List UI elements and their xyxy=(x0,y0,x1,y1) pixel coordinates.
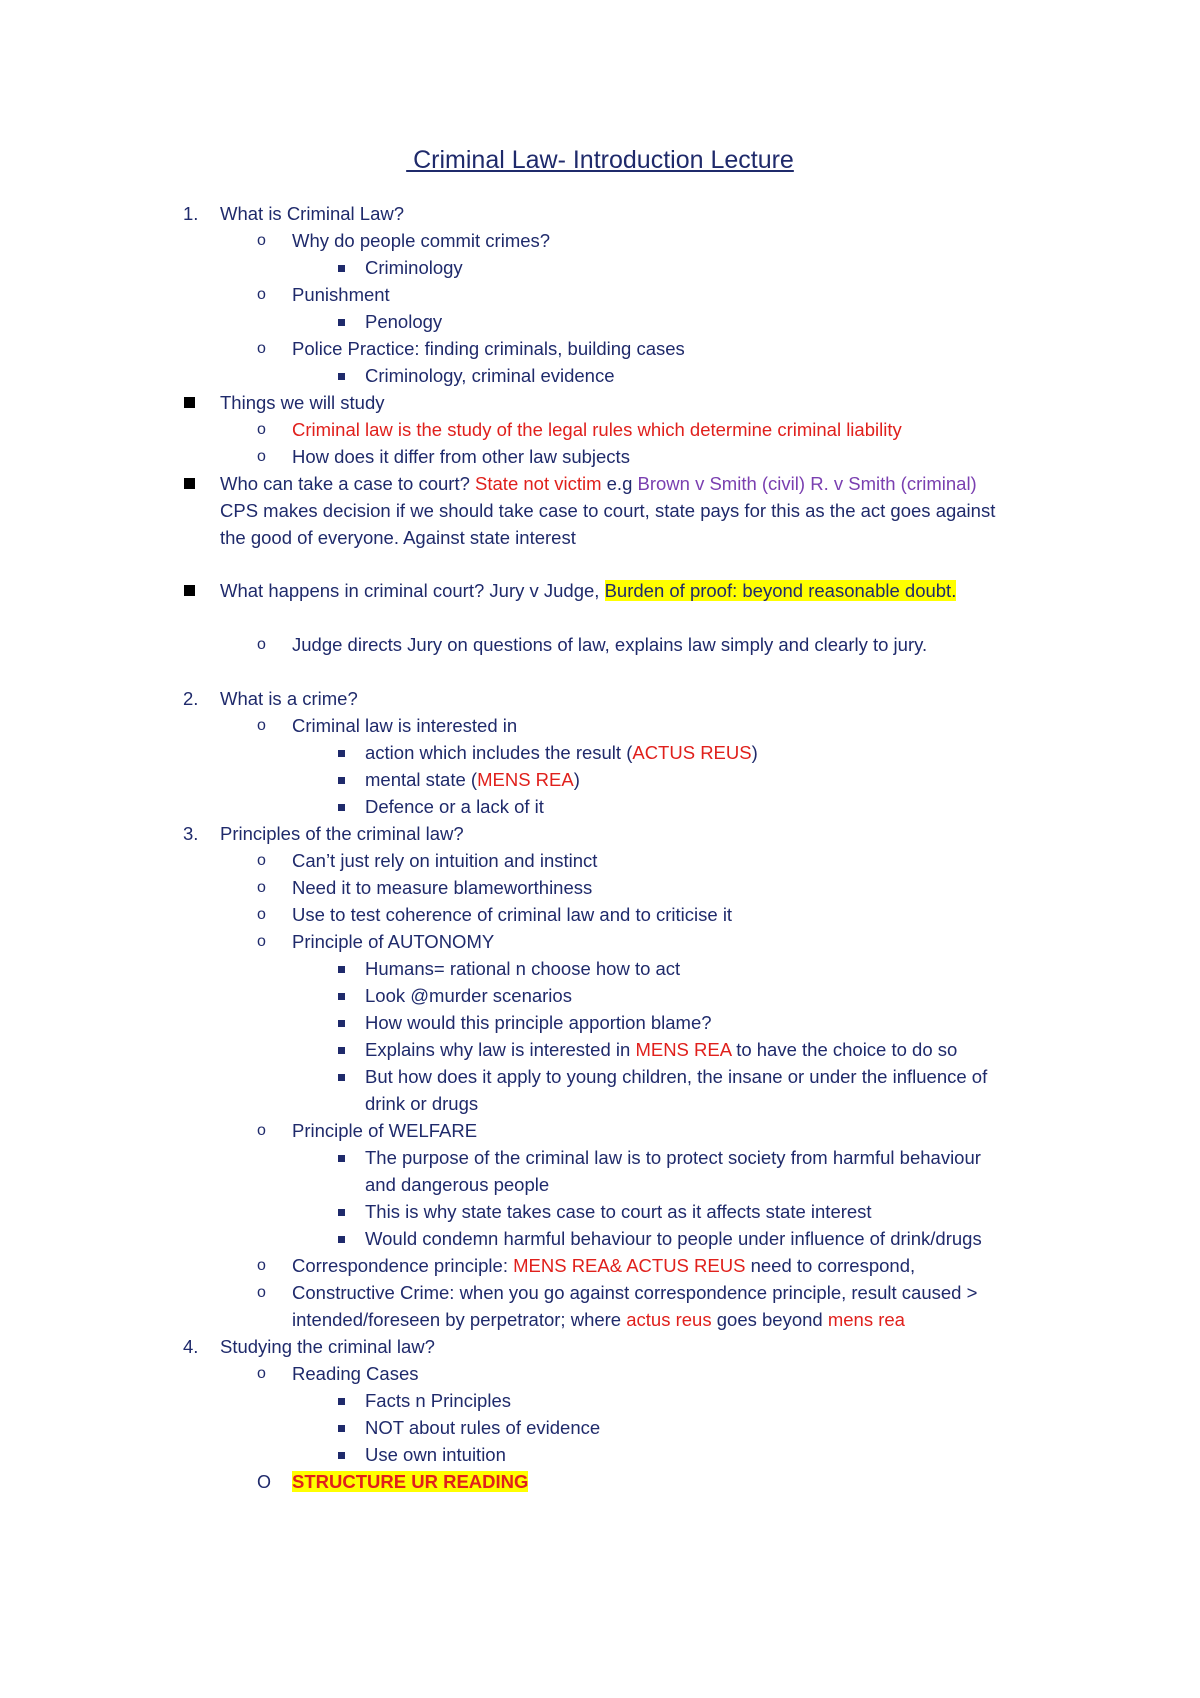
text-run: But how does it apply to young children, the insane or under the influence of xyxy=(365,1066,988,1087)
text-run: Would condemn harmful behaviour to people under influence of drink/drugs xyxy=(365,1228,982,1249)
note-line xyxy=(365,767,580,793)
note-line xyxy=(365,1226,982,1252)
text-run: NOT about rules of evidence xyxy=(365,1417,601,1438)
circle-bullet-icon: o xyxy=(257,1284,266,1301)
text-run: Constructive Crime: when you go against correspondence principle, result caused > xyxy=(292,1282,978,1303)
square-bullet-icon xyxy=(338,265,345,272)
text-run: Criminology, criminal evidence xyxy=(365,365,615,386)
note-line xyxy=(292,1307,905,1333)
circle-bullet-icon: o xyxy=(257,906,266,923)
circle-bullet-icon: o xyxy=(257,421,266,438)
text-run: How does it differ from other law subjects xyxy=(292,446,630,467)
note-line xyxy=(292,1361,419,1387)
text-run: Humans= rational n choose how to act xyxy=(365,958,681,979)
black-square-bullet-icon xyxy=(184,585,195,596)
text-run: Principle of AUTONOMY xyxy=(292,931,495,952)
text-run: Defence or a lack of it xyxy=(365,796,544,817)
square-bullet-icon xyxy=(338,1236,345,1243)
text-run: Criminology xyxy=(365,257,463,278)
text-run: mental state ( xyxy=(365,769,478,790)
note-line xyxy=(220,578,956,604)
note-line xyxy=(220,686,358,712)
circle-bullet-icon: o xyxy=(257,232,266,249)
note-line xyxy=(292,1118,477,1144)
square-bullet-icon xyxy=(338,1020,345,1027)
note-line xyxy=(365,309,442,335)
note-line xyxy=(365,1442,506,1468)
note-line xyxy=(365,1172,549,1198)
text-run: Can’t just rely on intuition and instinct xyxy=(292,850,598,871)
note-line xyxy=(220,471,977,497)
note-line xyxy=(220,525,576,551)
text-run: actus reus xyxy=(626,1309,717,1330)
text-run: Use to test coherence of criminal law and to criticise it xyxy=(292,904,733,925)
circle-bullet-icon: o xyxy=(257,1257,266,1274)
square-bullet-icon xyxy=(338,319,345,326)
text-run: Brown v Smith (civil) xyxy=(637,473,811,494)
note-line xyxy=(365,1199,872,1225)
note-line xyxy=(365,1388,511,1414)
circle-bullet-icon: o xyxy=(257,636,266,653)
note-line xyxy=(365,1037,957,1063)
text-run: CPS makes decision if we should take case to court, state pays for this as the act goes against xyxy=(220,500,996,521)
text-run: Criminal law is interested in xyxy=(292,715,518,736)
text-run: need to correspond, xyxy=(750,1255,916,1276)
square-bullet-icon xyxy=(338,993,345,1000)
circle-bullet-icon: o xyxy=(257,717,266,734)
circle-bullet-icon: o xyxy=(257,1365,266,1382)
text-run: What happens in criminal court? Jury v Judge, xyxy=(220,580,605,601)
page-title: Criminal Law- Introduction Lecture xyxy=(406,146,794,174)
circle-bullet-icon: O xyxy=(257,1472,272,1492)
text-run: Principle of WELFARE xyxy=(292,1120,478,1141)
note-line xyxy=(220,498,995,524)
note-line xyxy=(365,1010,712,1036)
text-run: and dangerous people xyxy=(365,1174,550,1195)
circle-bullet-icon: o xyxy=(257,340,266,357)
text-run: goes beyond xyxy=(716,1309,828,1330)
note-line xyxy=(220,821,464,847)
square-bullet-icon xyxy=(338,1074,345,1081)
note-line xyxy=(292,632,927,658)
list-number: 4. xyxy=(183,1336,199,1357)
text-run: MENS REA xyxy=(635,1039,737,1060)
list-number: 3. xyxy=(183,823,199,844)
text-run: Who can take a case to court? xyxy=(220,473,476,494)
text-run: MENS REA xyxy=(477,769,574,790)
note-line xyxy=(292,444,630,470)
text-run: ACTUS REUS xyxy=(632,742,752,763)
note-line xyxy=(365,1415,600,1441)
note-line xyxy=(292,929,494,955)
list-number: 1. xyxy=(183,203,199,224)
text-run: Correspondence principle: xyxy=(292,1255,514,1276)
square-bullet-icon xyxy=(338,804,345,811)
square-bullet-icon xyxy=(338,966,345,973)
note-line xyxy=(365,794,544,820)
note-line xyxy=(365,1064,987,1090)
circle-bullet-icon: o xyxy=(257,879,266,896)
circle-bullet-icon: o xyxy=(257,933,266,950)
text-run: What is Criminal Law? xyxy=(220,203,405,224)
note-line xyxy=(292,1253,915,1279)
text-run: Need it to measure blameworthiness xyxy=(292,877,593,898)
black-square-bullet-icon xyxy=(184,478,195,489)
note-line xyxy=(292,713,517,739)
text-run: Punishment xyxy=(292,284,390,305)
text-run: What is a crime? xyxy=(220,688,358,709)
text-run: Explains why law is interested in xyxy=(365,1039,636,1060)
text-run: e.g xyxy=(606,473,638,494)
note-line xyxy=(292,417,902,443)
note-line xyxy=(292,848,597,874)
note-line xyxy=(220,201,404,227)
note-line xyxy=(365,363,615,389)
square-bullet-icon xyxy=(338,373,345,380)
circle-bullet-icon: o xyxy=(257,852,266,869)
text-run: Penology xyxy=(365,311,443,332)
square-bullet-icon xyxy=(338,1452,345,1459)
note-line xyxy=(365,983,572,1009)
text-run: Studying the criminal law? xyxy=(220,1336,435,1357)
square-bullet-icon xyxy=(338,1209,345,1216)
text-run: to have the choice to do so xyxy=(736,1039,958,1060)
note-line xyxy=(292,875,592,901)
note-line xyxy=(292,1469,528,1495)
note-line xyxy=(365,740,758,766)
square-bullet-icon xyxy=(338,750,345,757)
square-bullet-icon xyxy=(338,1047,345,1054)
text-run: the good of everyone. Against state interest xyxy=(220,527,576,548)
text-run: intended/foreseen by perpetrator; where xyxy=(292,1309,627,1330)
text-run: Use own intuition xyxy=(365,1444,506,1465)
text-run: Police Practice: finding criminals, building cases xyxy=(292,338,685,359)
note-line xyxy=(220,1334,435,1360)
square-bullet-icon xyxy=(338,1425,345,1432)
text-run: drink or drugs xyxy=(365,1093,479,1114)
text-run: STRUCTURE UR READING xyxy=(292,1471,529,1492)
text-run: Facts n Principles xyxy=(365,1390,511,1411)
square-bullet-icon xyxy=(338,777,345,784)
text-run: action which includes the result ( xyxy=(365,742,633,763)
text-run: Things we will study xyxy=(220,392,385,413)
square-bullet-icon xyxy=(338,1398,345,1405)
text-run: R. v Smith (criminal) xyxy=(810,473,977,494)
note-line xyxy=(292,282,390,308)
black-square-bullet-icon xyxy=(184,397,195,408)
note-line xyxy=(365,956,680,982)
text-run: Why do people commit crimes? xyxy=(292,230,551,251)
text-run: Burden of proof: beyond reasonable doubt. xyxy=(604,580,957,601)
note-line xyxy=(292,902,732,928)
text-run: mens rea xyxy=(827,1309,905,1330)
text-run: ) xyxy=(751,742,758,763)
text-run: Judge directs Jury on questions of law, explains law simply and clearly to jury. xyxy=(292,634,928,655)
note-line xyxy=(365,255,463,281)
text-run: The purpose of the criminal law is to protect society from harmful behaviour xyxy=(365,1147,981,1168)
note-line xyxy=(365,1145,981,1171)
text-run: Criminal law is the study of the legal rules which determine criminal liability xyxy=(292,419,902,440)
circle-bullet-icon: o xyxy=(257,1122,266,1139)
circle-bullet-icon: o xyxy=(257,448,266,465)
text-run: Look @murder scenarios xyxy=(365,985,572,1006)
circle-bullet-icon: o xyxy=(257,286,266,303)
square-bullet-icon xyxy=(338,1155,345,1162)
note-line xyxy=(220,390,385,416)
text-run: Reading Cases xyxy=(292,1363,419,1384)
note-line xyxy=(292,1280,977,1306)
text-run: ) xyxy=(573,769,580,790)
text-run: Principles of the criminal law? xyxy=(220,823,464,844)
note-line xyxy=(365,1091,478,1117)
text-run: MENS REA& ACTUS REUS xyxy=(513,1255,751,1276)
text-run: State not victim xyxy=(475,473,607,494)
note-line xyxy=(292,228,550,254)
text-run: How would this principle apportion blame? xyxy=(365,1012,712,1033)
list-number: 2. xyxy=(183,688,199,709)
note-line xyxy=(292,336,685,362)
text-run: This is why state takes case to court as it affects state interest xyxy=(365,1201,872,1222)
